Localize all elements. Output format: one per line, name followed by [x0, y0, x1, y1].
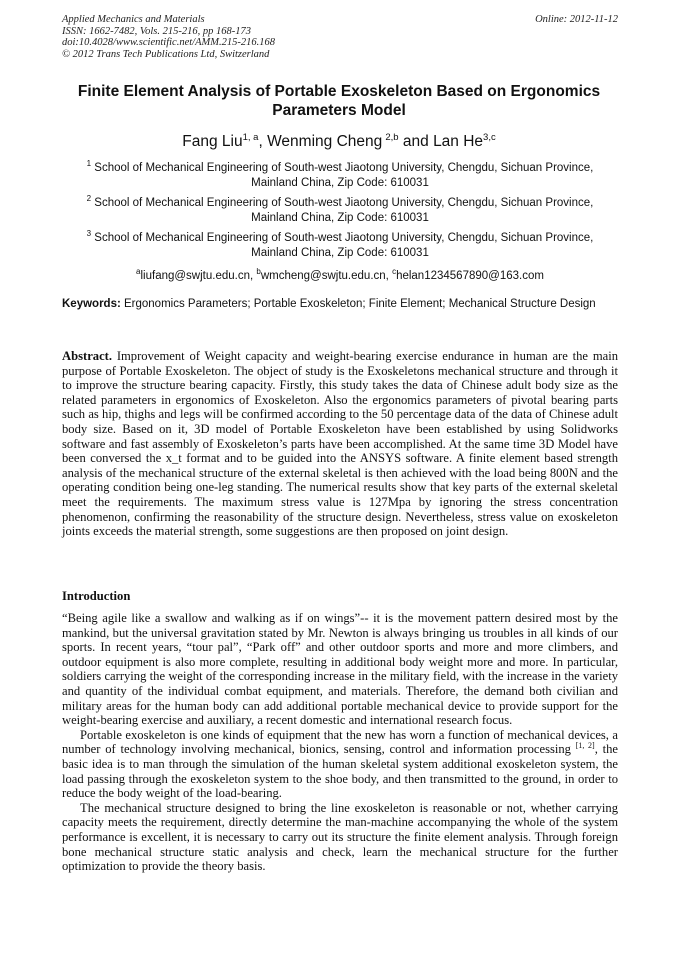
email-mark: b — [256, 267, 261, 276]
abstract-section — [62, 349, 618, 539]
journal-copyright: © 2012 Trans Tech Publications Ltd, Switzerland — [62, 48, 270, 60]
intro-paragraph-2-text: Portable exoskeleton is one kinds of equipment that the new has worn a function of mechanical devices, a number of technology involving mechanical, bionics, sensing, control and information processing — [62, 727, 618, 757]
introduction-body — [62, 611, 618, 874]
email-address: helan1234567890@163.com — [396, 269, 544, 282]
email-mark: a — [136, 267, 141, 276]
online-date: Online: 2012-11-12 — [535, 14, 618, 25]
intro-paragraph-2 — [62, 728, 618, 801]
keywords-text: Ergonomics Parameters; Portable Exoskeleton; Finite Element; Mechanical Structure Design — [120, 298, 596, 310]
introduction-heading: Introduction — [62, 589, 131, 603]
author-separator: and — [398, 133, 434, 151]
affiliation-1 — [62, 156, 618, 192]
author-name: Lan He — [433, 133, 484, 151]
author-affil-mark: 2,b — [385, 132, 399, 143]
citation: [1, 2] — [575, 741, 595, 751]
abstract-text: Improvement of Weight capacity and weight-bearing exercise endurance in human are the main purpose of Portable Exoskeleton. The object of study is the Exoskeletons mechanical structure and through it to improve the structure bearing capacity. Firstly, this study takes the data of Chinese adult body size as the related parameters in ergonomics of Exoskeleton. Also the ergonomics parameters of pivotal bearing parts such as hip, thighs and legs will be confirmed according to the 50 percentage data of the data of Chinese adult body size. Based on it, 3D model of Portable Exoskeleton have been established by using Solidworks software and fast assembly of Exoskeleton’s parts have been accomplished. At the same time 3D Model have been conversed the x_t format and to be guided into the ANSYS software. A finite element based strength analysis of the mechanical structure of the external skeletal is then achieved with the load being 800N and the operating condition being one-leg standing. The numerical results show that key parts of the external skeletal meet the requirements. The maximum stress value is 127Mpa by ignoring the stress concentration phenomenon, confirming the reasonability of the structure design. Nevertheless, stress value on exoskeleton joints exceeds the material strength, some suggestions are then proposed on joint design. — [62, 349, 618, 539]
author-separator: , — [258, 133, 268, 151]
author-name: Fang Liu — [182, 133, 243, 151]
affiliation-text: School of Mechanical Engineering of South-west Jiaotong University, Chengdu, Sichuan Province, Mainland China, Zip Code: 610031 — [94, 161, 594, 190]
author-affil-mark: 3,c — [483, 132, 496, 143]
journal-header — [62, 14, 618, 60]
affiliation-number: 2 — [86, 194, 92, 203]
affiliation-text: School of Mechanical Engineering of South-west Jiaotong University, Chengdu, Sichuan Province, Mainland China, Zip Code: 610031 — [94, 196, 594, 225]
email-separator: , — [250, 269, 257, 282]
affiliation-number: 3 — [86, 229, 92, 238]
affiliation-2 — [62, 191, 618, 227]
email-list — [62, 264, 618, 284]
intro-paragraph-1: “Being agile like a swallow and walking as if on wings”-- it is the movement pattern desired most by the mankind, but the universal gravitation stated by Mr. Newton is always bringing us troubles in all kinds of our sports. In recent years, “tour pal”, “Park off” and other outdoor sports and more and more climbers, and outdoor equipment is also more complete, resulting in additional body weight more and more. In particular, soldiers carrying the weight of the corresponding increase in the military field, with the increase in the variety and quantity of the individual combat equipment, and materials. Therefore, the demand both civilian and military areas for the human body can add additional portable mechanical device to provide support for the weight-bearing exercise and auxiliary, a recent domestic and international research focus. — [62, 611, 618, 728]
keywords-label: Keywords: — [62, 298, 121, 310]
journal-name: Applied Mechanics and Materials — [62, 14, 205, 25]
email-address: liufang@swjtu.edu.cn — [140, 269, 250, 282]
author-affil-mark: 1, a — [242, 132, 259, 143]
intro-paragraph-3: The mechanical structure designed to bring the line exoskeleton is reasonable or not, whether carrying capacity meets the requirement, directly determine the man-machine accompanying the whole of the system performance is excellent, it is necessary to carry out its structure the finite element analysis. Through foreign bone mechanical structure static analysis and check, learn the mechanical structure for the further optimization to provide the theory basis. — [62, 800, 618, 874]
abstract-label: Abstract. — [62, 349, 113, 363]
intro-paragraph-2-text: , the basic idea is to man through the simulation of the human skeletal system additional exoskeleton system, the load passing through the exoskeleton system to the shoe body, and then transmitted to the ground, in order to reduce the body weight of the load-bearing. — [62, 742, 619, 801]
author-name: Wenming Cheng — [267, 133, 383, 151]
affiliation-3 — [62, 226, 618, 262]
keywords-section — [62, 297, 618, 312]
author-list — [40, 128, 638, 152]
affiliation-text: School of Mechanical Engineering of South-west Jiaotong University, Chengdu, Sichuan Province, Mainland China, Zip Code: 610031 — [94, 231, 594, 260]
email-mark: c — [392, 267, 397, 276]
email-separator: , — [385, 269, 393, 282]
paper-title: Finite Element Analysis of Portable Exoskeleton Based on Ergonomics Parameters Model — [77, 83, 601, 119]
journal-issn: ISSN: 1662-7482, Vols. 215-216, pp 168-173 — [62, 25, 251, 37]
affiliation-number: 1 — [86, 159, 92, 168]
journal-doi: doi:10.4028/www.scientific.net/AMM.215-216.168 — [62, 37, 275, 48]
email-address: wmcheng@swjtu.edu.cn — [260, 269, 386, 282]
